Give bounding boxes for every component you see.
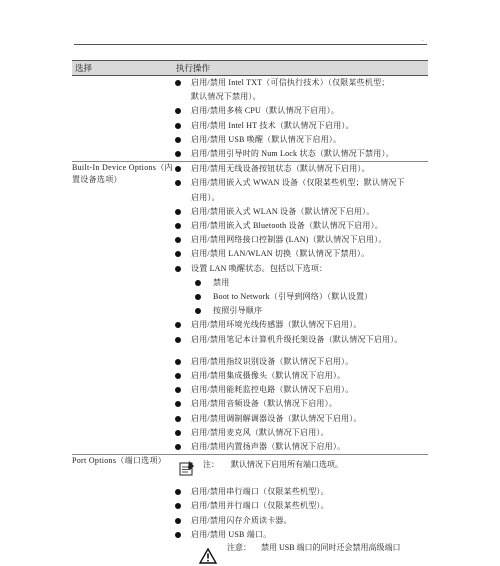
list-item: 启用/禁用环境光线传感器（默认情况下启用）。 [173, 318, 428, 332]
bullet-icon [175, 108, 181, 114]
bullet-icon [175, 416, 181, 422]
list-item: 启用/禁用嵌入式 WLAN 设备（默认情况下启用）。 [173, 205, 428, 219]
row-label-built-in-device-options: Built-In Device Options（内置设备选项） [72, 162, 173, 455]
bullet-icon [175, 223, 181, 229]
note-tag: 注： [203, 460, 219, 470]
list-item-continuation: 启用）。 [191, 192, 220, 202]
bullet-icon [175, 251, 181, 257]
spacer [173, 347, 428, 355]
top-rule [74, 44, 427, 45]
list-item: 启用/禁用引导时的 Num Lock 状态（默认情况下禁用）。 [173, 147, 428, 161]
bullet-icon [195, 294, 201, 300]
bullet-icon [175, 266, 181, 272]
row-actions [173, 455, 428, 562]
list-item: 启用/禁用 LAN/WLAN 切换（默认情况下禁用）。 [173, 247, 428, 261]
list-item: 启用/禁用嵌入式 WWAN 设备（仅限某些机型；默认情况下 [173, 176, 428, 190]
note-box [173, 455, 428, 485]
list-item: 启用/禁用 Intel HT 技术（默认情况下启用）。 [173, 119, 428, 133]
list-item: 启用/禁用串行端口（仅限某些机型）。 [173, 485, 428, 499]
bullet-icon [175, 166, 181, 172]
bullet-icon [195, 308, 201, 314]
corner-mark: . [422, 35, 424, 43]
note-text: 默认情况下启用所有端口选项。 [231, 460, 343, 470]
bullet-icon [175, 430, 181, 436]
options-table [72, 60, 428, 562]
header-action: 执行操作 [173, 61, 428, 76]
list-item: 启用/禁用调制解调器设备（默认情况下启用）。 [173, 412, 428, 426]
bullet-icon [195, 280, 201, 286]
list-item: 启用/禁用嵌入式 Bluetooth 设备（默认情况下启用）。 [173, 219, 428, 233]
bullet-icon [175, 209, 181, 215]
bullet-icon [175, 532, 181, 538]
list-item: 启用/禁用内置扬声器（默认情况下启用）。 [173, 440, 428, 454]
list-item: 启用/禁用集成摄像头（默认情况下启用）。 [173, 369, 428, 383]
bullet-icon [175, 123, 181, 129]
list-item: 启用/禁用并行端口（仅限某些机型）。 [173, 499, 428, 513]
list-item: 启用/禁用网络接口控制器 (LAN)（默认情况下启用）。 [173, 233, 428, 247]
list-item: 启用/禁用音频设备（默认情况下启用）。 [173, 397, 428, 411]
list-item: 启用/禁用笔记本计算机升级托架设备（默认情况下启用）。 [173, 333, 428, 347]
bullet-icon [175, 237, 181, 243]
bullet-icon [175, 137, 181, 143]
bullet-icon [175, 387, 181, 393]
list-item: 启用/禁用无线设备按钮状态（默认情况下启用）。 [173, 162, 428, 176]
table-row [72, 76, 428, 162]
list-item: 启用/禁用 Intel TXT（可信执行技术）（仅限某些机型； [173, 76, 428, 90]
list-item: 启用/禁用多核 CPU（默认情况下启用）。 [173, 104, 428, 118]
note-icon [179, 460, 195, 476]
bullet-icon [175, 322, 181, 328]
header-select: 选择 [72, 61, 173, 76]
row-label [72, 76, 173, 162]
bullet-icon [175, 444, 181, 450]
list-item-continuation: 默认情况下禁用）。 [191, 92, 261, 102]
list-item: 启用/禁用能耗监控电路（默认情况下启用）。 [173, 383, 428, 397]
sub-list-item: Boot to Network（引导到网络）（默认设置） [173, 290, 428, 304]
sub-list-item: 按照引导顺序 [173, 304, 428, 318]
table-row [72, 455, 428, 562]
bullet-icon [175, 180, 181, 186]
bullet-icon [175, 373, 181, 379]
table-row [72, 162, 428, 455]
list-item: 启用/禁用指纹识别设备（默认情况下启用）。 [173, 355, 428, 369]
caution-text: 禁用 USB 端口的同时还会禁用高级端口 [261, 543, 401, 553]
caution-tag: 注意： [227, 543, 251, 553]
sub-list-item: 禁用 [173, 276, 428, 290]
list-item: 启用/禁用 USB 唤醒（默认情况下启用）。 [173, 133, 428, 147]
bullet-icon [175, 80, 181, 86]
list-item: 设置 LAN 唤醒状态。包括以下选项： [173, 262, 428, 276]
bullet-icon [175, 359, 181, 365]
bullet-icon [175, 489, 181, 495]
bullet-icon [175, 401, 181, 407]
bullet-icon [175, 337, 181, 343]
row-actions [173, 76, 428, 162]
bullet-icon [175, 503, 181, 509]
bullet-icon [175, 518, 181, 524]
list-item: 启用/禁用麦克风（默认情况下启用）。 [173, 426, 428, 440]
list-item: 启用/禁用闪存介质读卡器。 [173, 514, 428, 528]
row-actions [173, 162, 428, 455]
row-label-port-options: Port Options（端口选项） [72, 455, 173, 562]
warning-triangle-icon [199, 548, 217, 564]
caution-box [173, 542, 428, 562]
bullet-icon [175, 151, 181, 157]
table-header-row [72, 61, 428, 76]
list-item: 启用/禁用 USB 端口。 [173, 528, 428, 542]
